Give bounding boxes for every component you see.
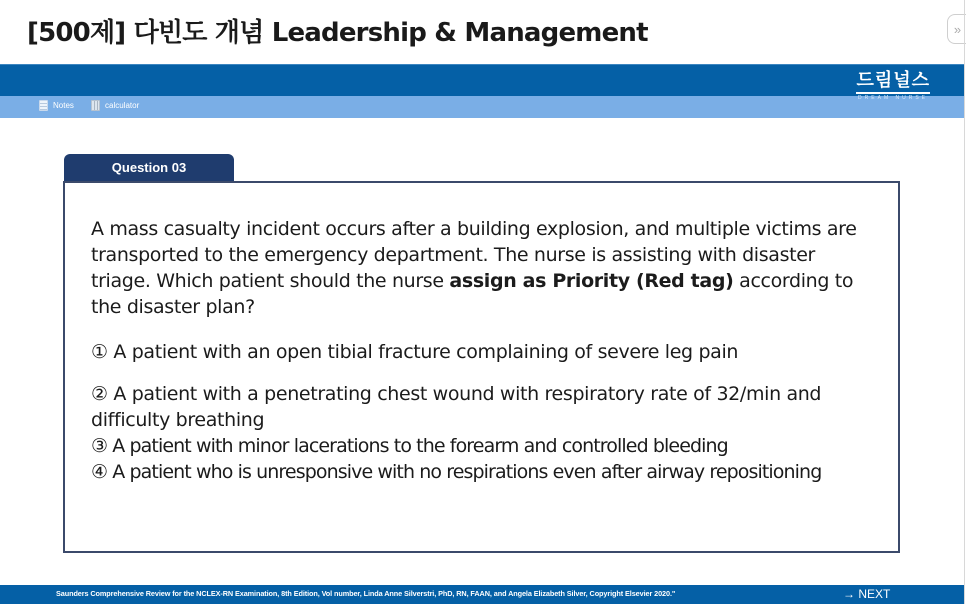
brand-name-ko: 드림널스 [856,71,930,94]
question-card [63,181,900,553]
right-divider [964,0,965,604]
brand-logo [856,71,930,94]
page-title: [500제] 다빈도 개념 Leadership & Management [27,18,648,48]
calculator-icon [91,100,100,111]
question-stem [91,216,871,320]
calculator-button[interactable] [91,100,139,111]
answer-option-4[interactable]: ④ A patient who is unresponsive with no respirations even after airway repositioning [91,461,822,483]
question-number-tab: Question 03 [64,154,234,182]
answer-option-3[interactable]: ③ A patient with minor lacerations to the forearm and controlled bleeding [91,435,728,457]
brand-name-en: DREAM NURSE [858,95,928,101]
answer-option-1[interactable]: ① A patient with an open tibial fracture complaining of severe leg pain [91,341,739,363]
question-stem-text: A mass casualty incident occurs after a building explosion, and multiple victims are transported to the emergency department. The nurse is assisting with disaster triage. Which patient should the nurse [91,218,857,292]
notes-icon [39,100,48,111]
side-panel-toggle-button[interactable]: » [947,14,966,44]
next-button[interactable]: → NEXT [843,587,891,601]
question-stem-emphasis: assign as Priority (Red tag) [449,270,734,292]
top-banner [0,64,964,96]
source-citation: Saunders Comprehensive Review for the NCLEX-RN Examination, 8th Edition, Vol number, Linda Anne Silverstri, PhD, RN, FAAN, and Angela Elizabeth Silver, Copyright Elsevier 2020." [56,589,676,598]
notes-label: Notes [53,101,74,110]
footer-bar [0,585,964,604]
calculator-label: calculator [105,101,140,110]
answer-option-2[interactable]: ② A patient with a penetrating chest wound with respiratory rate of 32/min and difficulty breathing [91,383,822,431]
toolbar [0,96,964,118]
question-stem-end: according to the disaster plan? [91,270,854,318]
notes-button[interactable] [39,100,74,111]
